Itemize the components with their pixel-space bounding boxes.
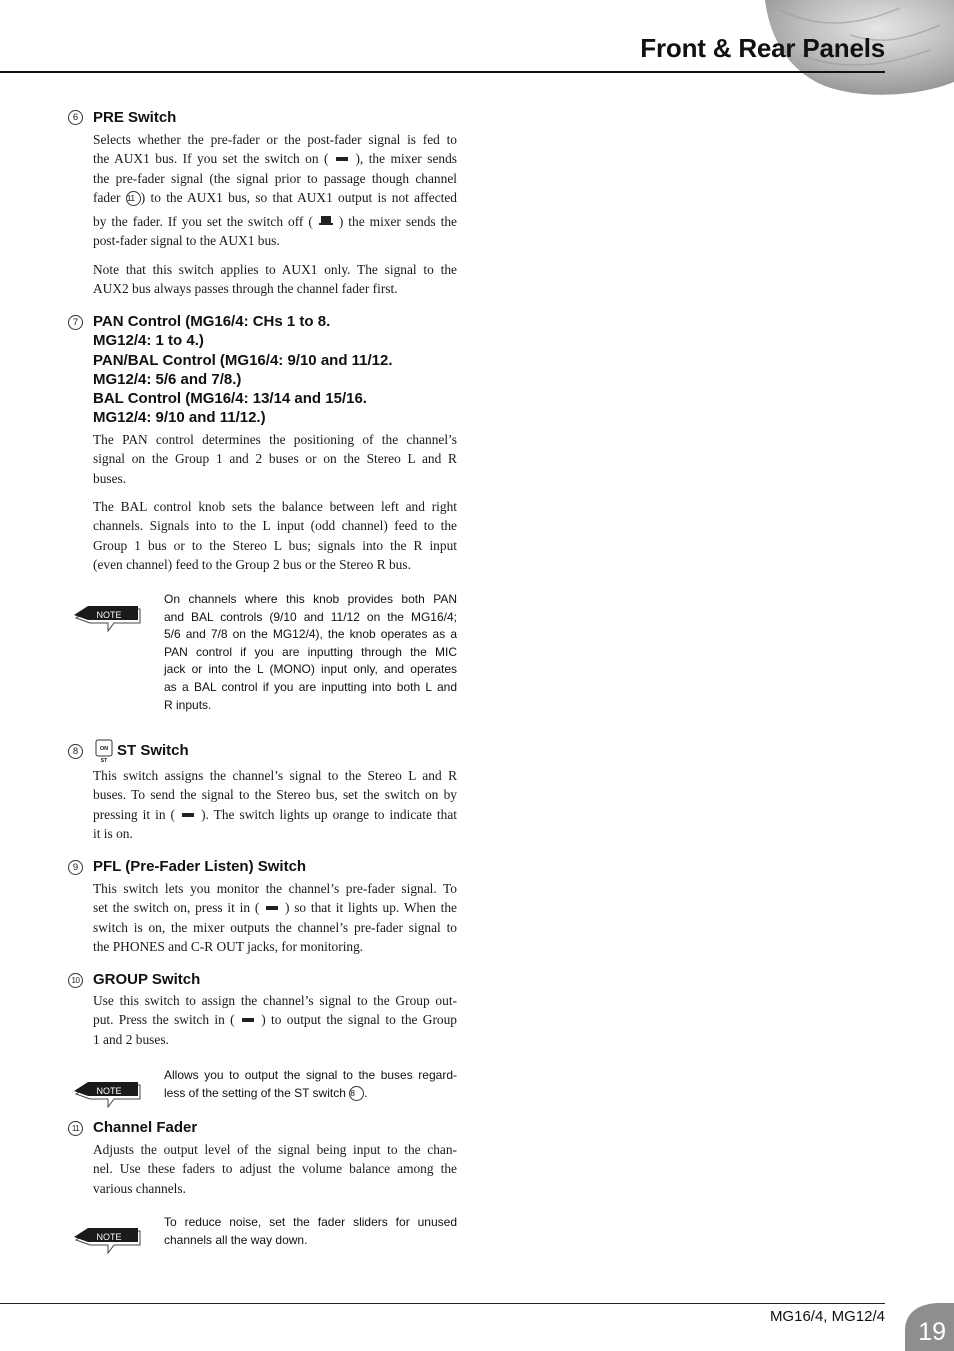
item-number: 10 bbox=[68, 973, 83, 988]
note-icon bbox=[72, 1220, 142, 1254]
svg-text:ON: ON bbox=[99, 746, 109, 752]
note-icon bbox=[72, 1074, 142, 1108]
item-number: 6 bbox=[68, 110, 83, 125]
switch-on-icon bbox=[334, 154, 350, 164]
pre-switch-heading: PRE Switch bbox=[93, 109, 177, 126]
svg-text:ST: ST bbox=[100, 758, 108, 763]
pan-control-paragraph: The PAN control determines the positioning of the channel’s signal on the Group 1 and 2 buses or on the Stereo L and R buses. bbox=[93, 432, 457, 486]
st-switch-icon bbox=[95, 739, 113, 763]
pre-switch-paragraph: Selects whether the pre-fader or the post-fader signal is fed to the AUX1 bus. If you set the switch on ( ), the mixer sends the pre-fader signal (the signal prior to passage though channel fader 11 ) to the AUX1 bus, so that AUX1 output is not affected by the fader. If you set the switch off ( ) the mixer sends the post-fader signal to the AUX1 bus. bbox=[93, 132, 457, 249]
st-switch-heading: ST Switch bbox=[117, 742, 189, 759]
switch-off-icon bbox=[318, 215, 334, 227]
st-switch-paragraph: This switch assigns the channel’s signal to the Stereo L and R buses. To send the signal to the Stereo bus, set the switch on by pressing it in ( ). The switch lights up orange to indicate that it is on. bbox=[93, 768, 457, 842]
svg-text:NOTE: NOTE bbox=[96, 610, 122, 620]
header-rule bbox=[0, 71, 885, 73]
group-note-text: Allows you to output the signal to the buses regard- less of the setting of the ST switch 8 . bbox=[164, 1068, 457, 1100]
pfl-switch-paragraph: This switch lets you monitor the channel’s pre-fader signal. To set the switch on, press it in ( ) so that it lights up. When the switch is on, the mixer outputs the channel’s pre-fader signal to the PHONES and C-R OUT jacks, for monitoring. bbox=[93, 881, 457, 955]
bal-control-paragraph: The BAL control knob sets the balance between left and right channels. Signals into to the L input (odd channel) feed to the Group 1 bus or to the Stereo L bus; signals into the R input (even channel) feed to the Group 2 bus or the Stereo R bus. bbox=[93, 499, 457, 573]
item-number: 11 bbox=[68, 1121, 83, 1136]
group-switch-heading: GROUP Switch bbox=[93, 971, 201, 988]
footer-model: MG16/4, MG12/4 bbox=[769, 1308, 885, 1325]
item-number: 8 bbox=[68, 744, 83, 759]
switch-on-icon bbox=[240, 1015, 256, 1025]
item-number: 9 bbox=[68, 860, 83, 875]
group-switch-paragraph: Use this switch to assign the channel’s signal to the Group out- put. Press the switch in ( ) to output the signal to the Group 1 and 2 buses. bbox=[93, 993, 457, 1047]
footer-rule bbox=[0, 1303, 885, 1304]
switch-on-icon bbox=[264, 903, 280, 913]
page-title: Front & Rear Panels bbox=[640, 33, 885, 63]
svg-text:NOTE: NOTE bbox=[96, 1232, 122, 1242]
channel-fader-heading: Channel Fader bbox=[93, 1119, 198, 1136]
channel-fader-paragraph: Adjusts the output level of the signal being input to the chan- nel. Use these faders to adjust the volume balance among the various channels. bbox=[93, 1142, 457, 1196]
item-number: 7 bbox=[68, 315, 83, 330]
pan-note-text: On channels where this knob provides both PAN and BAL controls (9/10 and 11/12 on the MG16/4; 5/6 and 7/8 on the MG12/4), the knob operates as a PAN control if you are inputting through the MIC jack or into the L (MONO) input only, and operates as a BAL control if you are inputting into both L and R inputs. bbox=[164, 592, 457, 712]
page-number: 19 bbox=[918, 1318, 946, 1346]
item-reference: 11 bbox=[126, 191, 141, 206]
pfl-switch-heading: PFL (Pre-Fader Listen) Switch bbox=[93, 858, 307, 875]
note-icon bbox=[72, 598, 142, 632]
pan-control-heading: PAN Control (MG16/4: CHs 1 to 8. MG12/4: 1 to 4.) PAN/BAL Control (MG16/4: 9/10 and 11/12. MG12/4: 5/6 and 7/8.) BAL Control (MG16/4: 13/14 and 15/16. MG12/4: 9/10 and 11/12.) bbox=[93, 313, 393, 427]
item-reference: 8 bbox=[349, 1086, 364, 1101]
fader-note-text: To reduce noise, set the fader sliders for unused channels all the way down. bbox=[164, 1215, 457, 1247]
svg-text:NOTE: NOTE bbox=[96, 1086, 122, 1096]
pre-switch-note-paragraph: Note that this switch applies to AUX1 only. The signal to the AUX2 bus always passes through the channel fader first. bbox=[93, 262, 457, 297]
switch-on-icon bbox=[180, 810, 196, 820]
